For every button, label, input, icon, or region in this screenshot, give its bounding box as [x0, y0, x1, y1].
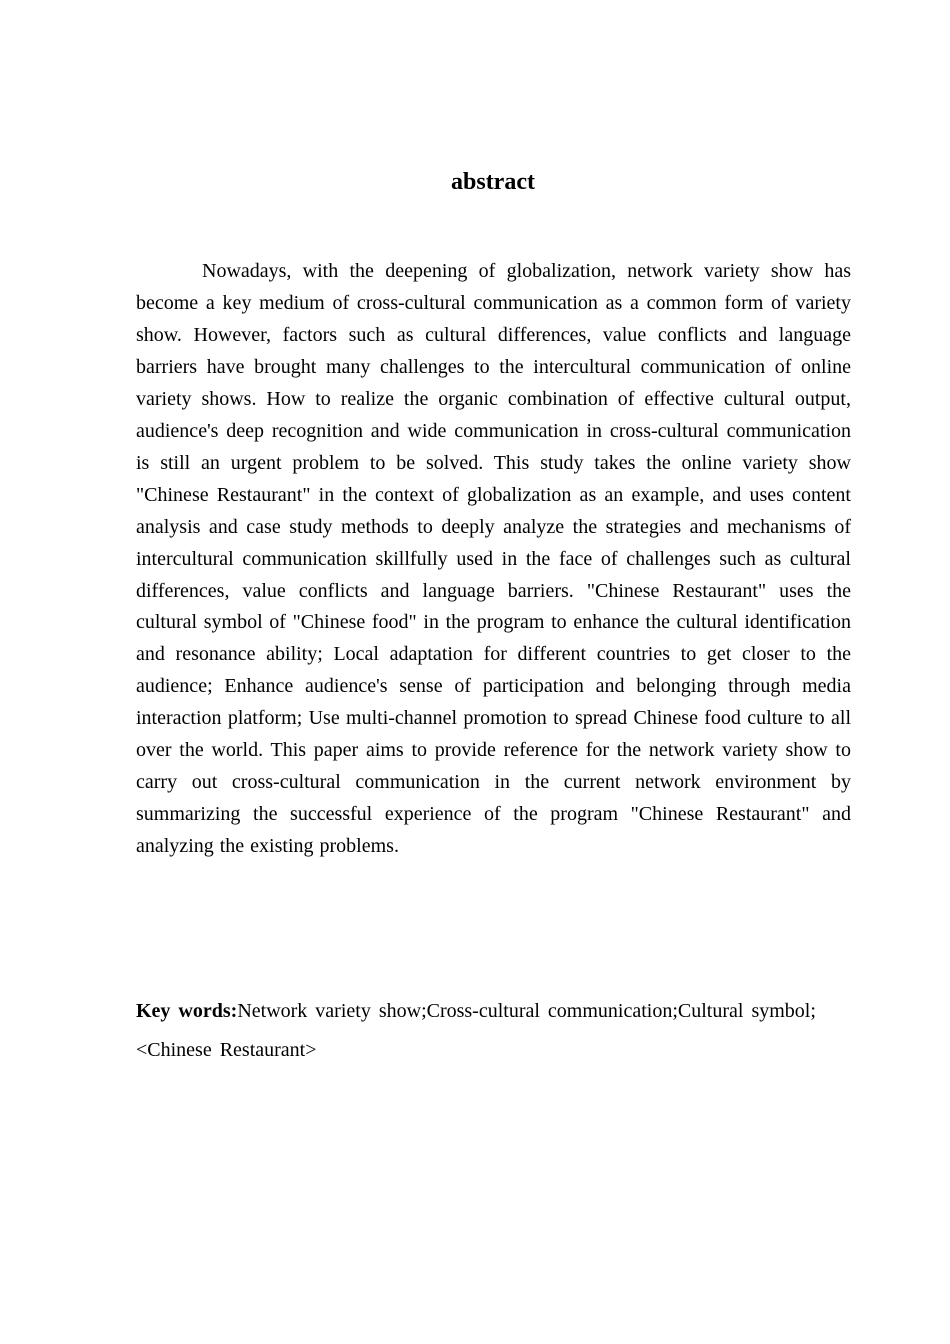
abstract-body: Nowadays, with the deepening of globalization, network variety show has become a key medium of cross-cultural communication as a common form of variety show. However, factors such as cultural differences, value conflicts and language barriers have brought many challenges to the intercultural communication of online variety shows. How to realize the organic combination of effective cultural output, audience's deep recognition and wide communication in cross-cultural communication is still an urgent problem to be solved. This study takes the online variety show "Chinese Restaurant" in the context of globalization as an example, and uses content analysis and case study methods to deeply analyze the strategies and mechanisms of intercultural communication skillfully used in the face of challenges such as cultural differences, value conflicts and language barriers. "Chinese Restaurant" uses the cultural symbol of "Chinese food" in the program to enhance the cultural identification and resonance ability; Local adaptation for different countries to get closer to the audience; Enhance audience's sense of participation and belonging through media interaction platform; Use multi-channel promotion to spread Chinese food culture to all over the world. This paper aims to provide reference for the network variety show to carry out cross-cultural communication in the current network environment by summarizing the successful experience of the program "Chinese Restaurant" and analyzing the existing problems. [136, 260, 851, 858]
keywords-text: Network variety show;Cross-cultural communication;Cultural symbol; <Chinese Restaurant> [136, 1000, 816, 1061]
keywords-label: Key words: [136, 1000, 238, 1022]
abstract-title: abstract [451, 169, 535, 195]
keywords-line [136, 992, 836, 1070]
